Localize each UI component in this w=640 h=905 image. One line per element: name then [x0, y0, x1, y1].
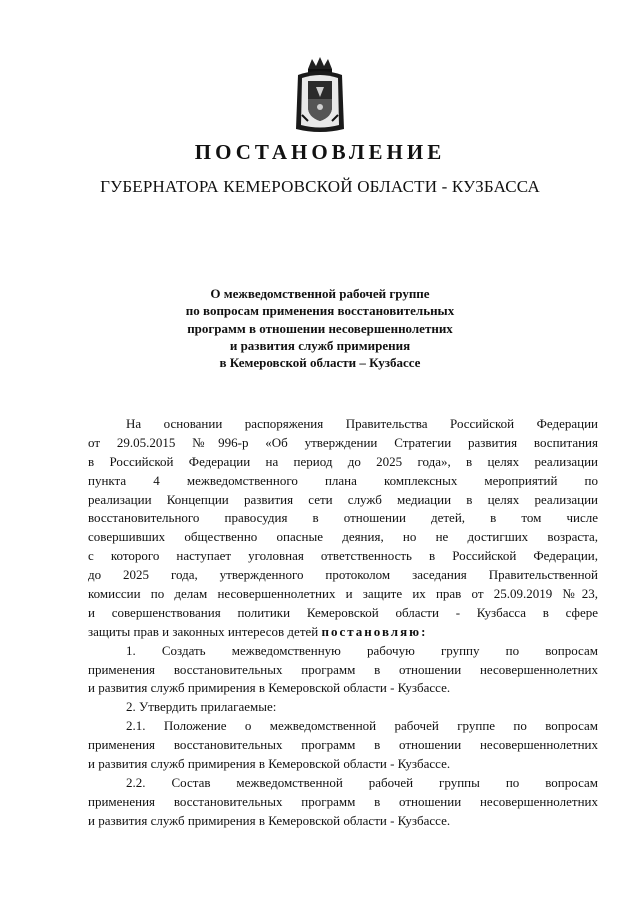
subject-line: О межведомственной рабочей группе [210, 286, 430, 301]
item-2-line: 2. Утвердить прилагаемые: [126, 699, 277, 715]
preamble-line: восстановительного правосудия в отношении детей, в том числе [88, 510, 598, 526]
preamble-last-line [88, 623, 598, 642]
item-2-1-line: 2.1. Положение о межведомственной рабочей группе по вопросам [126, 718, 598, 734]
preamble-line: от 29.05.2015 №996-р «Об утверждении Стратегии развития воспитания [88, 434, 598, 450]
preamble-line: с которого наступает уголовная ответственность в Российской Федерации, [88, 548, 598, 564]
item-1-line: 1. Создать межведомственную рабочую группу по вопросам [126, 642, 598, 658]
preamble-line: пункта 4 межведомственного плана комплексных мероприятий по [88, 472, 598, 488]
preamble-line: На основании распоряжения Правительства Российской Федерации [126, 416, 598, 431]
preamble-tail: защиты прав и законных интересов детей [88, 623, 319, 639]
subject-line: и развития служб примирения [229, 337, 411, 353]
item-2-1-line: и развития служб примирения в Кемеровской области - Кузбассе. [88, 756, 451, 772]
document-title: ПОСТАНОВЛЕНИЕ [194, 140, 446, 164]
preamble-line: совершивших общественно опасные деяния, но не достигших возраста, [88, 529, 598, 545]
item-2-2-line: и развития служб примирения в Кемеровской области - Кузбассе. [88, 812, 451, 828]
item-2-2-line: применения восстановительных программ в отношении несовершеннолетних [88, 793, 598, 809]
preamble-line: комиссии по делам несовершеннолетних и защите их прав от 25.09.2019 №23, [88, 586, 598, 602]
preamble-line: и совершенствования политики Кемеровской области - Кузбасса в сфере [88, 604, 598, 620]
item-2-1-line: применения восстановительных программ в отношении несовершеннолетних [88, 737, 598, 753]
document-subject [120, 285, 520, 371]
item-1-line: и развития служб примирения в Кемеровской области - Кузбассе. [88, 680, 451, 696]
subject-line: по вопросам применения восстановительных [185, 303, 455, 319]
item-1-line: применения восстановительных программ в отношении несовершеннолетних [88, 661, 598, 677]
document-issuer: ГУБЕРНАТОРА КЕМЕРОВСКОЙ ОБЛАСТИ - КУЗБАССА [100, 177, 540, 196]
subject-line: программ в отношении несовершеннолетних [187, 320, 453, 336]
preamble-line: до 2025 года, утвержденного протоколом заседания Правительственной [88, 567, 598, 583]
item-2-2-line: 2.2. Состав межведомственной рабочей группы по вопросам [126, 774, 598, 790]
subject-line: в Кемеровской области – Кузбассе [219, 355, 421, 371]
document-body [88, 415, 598, 831]
coat-of-arms-icon [294, 55, 346, 135]
decree-word: постановляю: [321, 623, 428, 639]
preamble-line: реализации Концепции развития сети служб медиации в целях реализации [88, 491, 598, 507]
preamble-line: в Российской Федерации на период до 2025 года», в целях реализации [88, 453, 598, 469]
